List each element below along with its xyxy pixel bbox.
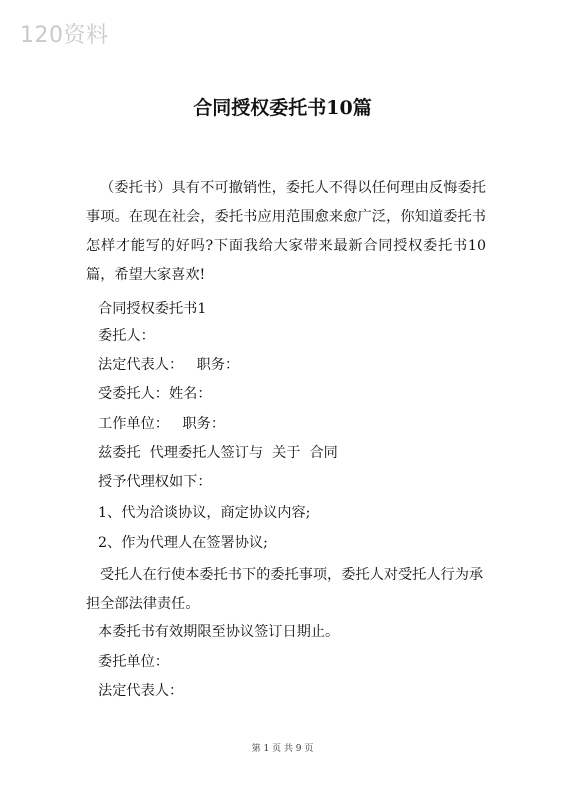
authority-item-1: 1、代为洽谈协议，商定协议内容; xyxy=(98,505,311,521)
legal-representative-line: 法定代表人： 职务： xyxy=(98,357,240,373)
principal-label: 委托人： xyxy=(98,328,155,344)
document-title: 合同授权委托书10篇 xyxy=(193,97,372,119)
intro-paragraph: （委托书）具有不可撤销性，委托人不得以任何理由反悔委托事项。在现在社会，委托书应用范围愈来愈广泛，你知道委托书怎样才能写的好吗?下面我给大家带来最新合同授权委托书10篇，希望大家喜欢! xyxy=(86,180,486,283)
authority-item-2: 2、作为代理人在签署协议; xyxy=(98,535,268,551)
legal-representative-closing: 法定代表人： xyxy=(98,683,184,699)
work-unit-line: 工作单位： 职务： xyxy=(98,416,226,432)
watermark-logo: 120资料 xyxy=(20,23,109,48)
responsibility-paragraph: 受托人在行使本委托书下的委托事项，委托人对受托人行为承担全部法律责任。 xyxy=(86,567,484,612)
validity-line: 本委托书有效期限至协议签订日期止。 xyxy=(98,624,340,640)
entrust-statement: 兹委托 代理委托人签订与 关于 合同 xyxy=(98,445,338,461)
principal-unit-line: 委托单位： xyxy=(98,654,169,670)
agent-name-line: 受委托人：姓名： xyxy=(98,386,212,402)
authority-heading: 授予代理权如下： xyxy=(98,474,212,490)
section-heading: 合同授权委托书1 xyxy=(98,301,207,317)
page-indicator: 第 1 页 共 9 页 xyxy=(251,744,314,754)
